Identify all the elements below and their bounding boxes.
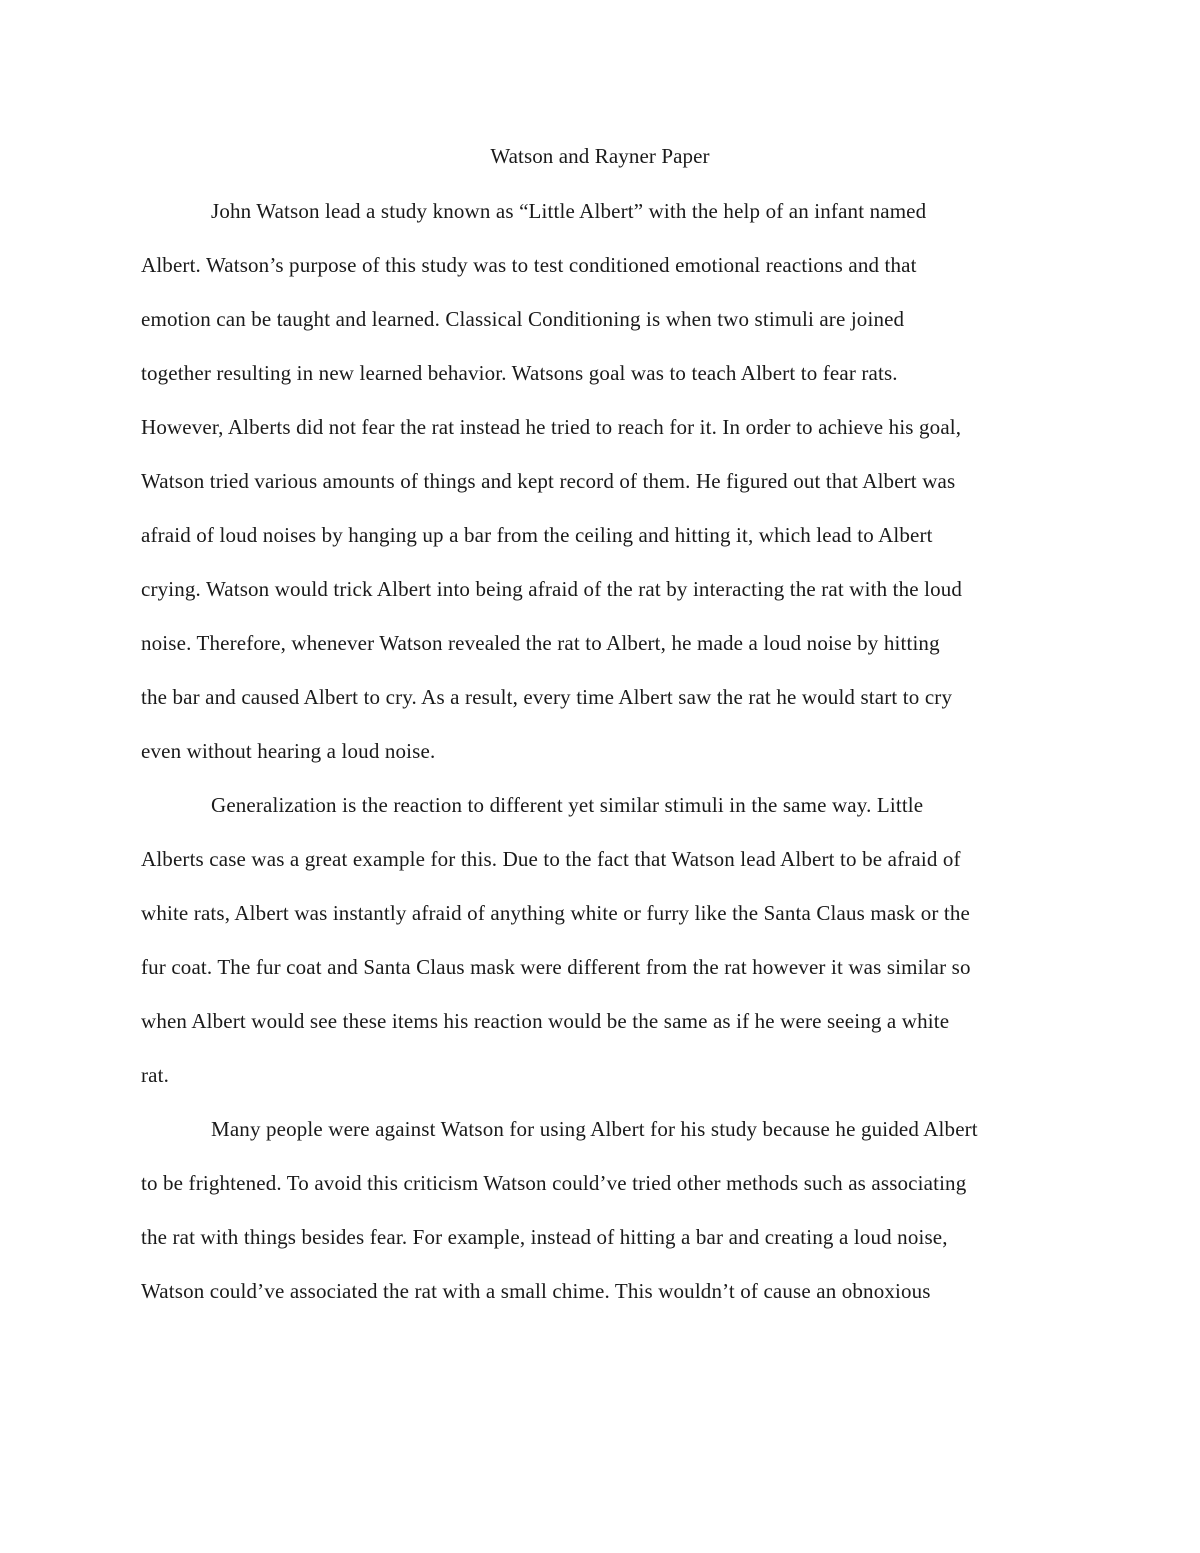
paragraph-2-line-4: fur coat. The fur coat and Santa Claus mask were different from the rat however it was similar so: [141, 955, 971, 979]
paragraph-1-line-4: together resulting in new learned behavior. Watsons goal was to teach Albert to fear rats.: [141, 361, 898, 385]
paragraph-2-line-5: when Albert would see these items his reaction would be the same as if he were seeing a white: [141, 1009, 950, 1033]
paragraph-1-line-6: Watson tried various amounts of things and kept record of them. He figured out that Albert was: [141, 469, 956, 493]
paragraph-1-line-11: even without hearing a loud noise.: [141, 739, 436, 763]
paragraph-1-line-7: afraid of loud noises by hanging up a bar from the ceiling and hitting it, which lead to Albert: [141, 523, 933, 547]
paragraph-2-line-6: rat.: [141, 1063, 169, 1087]
paragraph-2-line-2: Alberts case was a great example for this. Due to the fact that Watson lead Albert to be afraid of: [141, 847, 961, 871]
paragraph-2-line-1: Generalization is the reaction to different yet similar stimuli in the same way. Little: [211, 793, 924, 817]
paragraph-1-line-10: the bar and caused Albert to cry. As a result, every time Albert saw the rat he would start to cry: [141, 685, 953, 709]
paragraph-3-line-2: to be frightened. To avoid this criticism Watson could’ve tried other methods such as associating: [141, 1171, 967, 1195]
paragraph-1-line-5: However, Alberts did not fear the rat instead he tried to reach for it. In order to achieve his goal,: [141, 415, 962, 439]
paragraph-1-line-3: emotion can be taught and learned. Classical Conditioning is when two stimuli are joined: [141, 307, 905, 331]
paper-title: Watson and Rayner Paper: [490, 144, 710, 168]
paragraph-3-line-4: Watson could’ve associated the rat with a small chime. This wouldn’t of cause an obnoxious: [141, 1279, 931, 1303]
paragraph-3-line-3: the rat with things besides fear. For example, instead of hitting a bar and creating a loud noise,: [141, 1225, 948, 1249]
paragraph-1-line-2: Albert. Watson’s purpose of this study was to test conditioned emotional reactions and that: [141, 253, 917, 277]
paragraph-1-line-9: noise. Therefore, whenever Watson revealed the rat to Albert, he made a loud noise by hitting: [141, 631, 940, 655]
paragraph-3-line-1: Many people were against Watson for using Albert for his study because he guided Albert: [211, 1117, 978, 1141]
paragraph-1-line-8: crying. Watson would trick Albert into being afraid of the rat by interacting the rat with the loud: [141, 577, 963, 601]
paragraph-2-line-3: white rats, Albert was instantly afraid of anything white or furry like the Santa Claus mask or the: [141, 901, 970, 925]
paragraph-1-line-1: John Watson lead a study known as “Little Albert” with the help of an infant named: [211, 199, 927, 223]
